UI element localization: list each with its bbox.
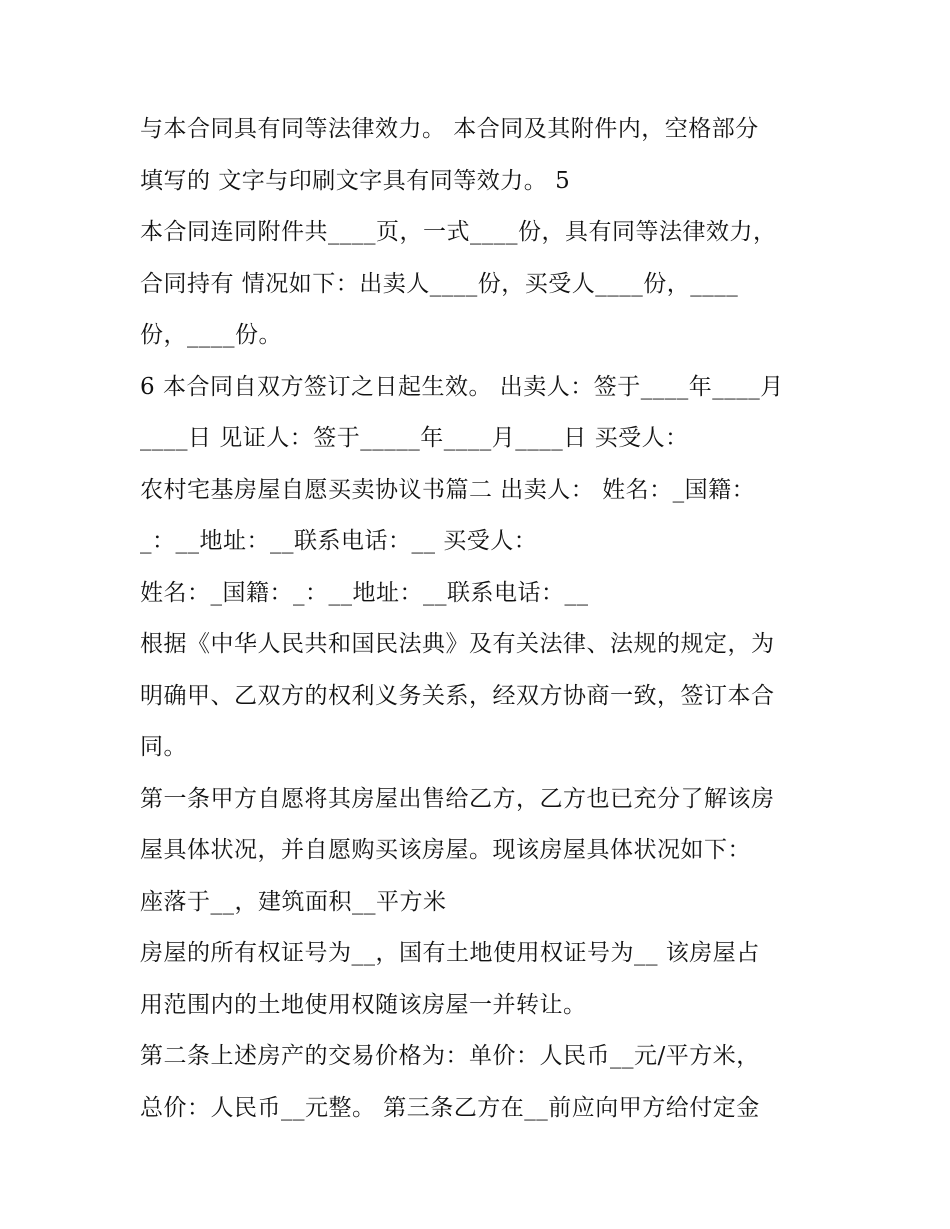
text-line: 总价：人民币__元整。 第三条乙方在__前应向甲方给付定金 (140, 1094, 760, 1121)
text-line: 第一条甲方自愿将其房屋出售给乙方，乙方也已充分了解该房 (140, 785, 775, 812)
text-line: 姓名：_国籍：_：__地址：__联系电话：__ (140, 579, 589, 606)
text-line: 第二条上述房产的交易价格为：单价：人民币__元/平方米， (140, 1043, 760, 1069)
text-line: 用范围内的土地使用权随该房屋一并转让。 (140, 991, 587, 1018)
text-line: 根据《中华人民共和国民法典》及有关法律、法规的规定，为 (140, 631, 775, 657)
text-line: 填写的 文字与印刷文字具有同等效力。 5 (140, 167, 571, 194)
document-body (140, 104, 830, 1134)
text-line: 本合同连同附件共____页，一式____份，具有同等法律效力， (140, 219, 777, 245)
text-line: 座落于__，建筑面积__平方米 (140, 888, 447, 915)
text-line: 合同持有 情况如下：出卖人____份，买受人____份，____ (140, 270, 739, 297)
text-line: 份，____份。 (140, 322, 282, 348)
text-line: 农村宅基房屋自愿买卖协议书篇二 出卖人： 姓名：_国籍： (140, 476, 756, 503)
text-line: 与本合同具有同等法律效力。 本合同及其附件内，空格部分 (140, 116, 759, 142)
text-line: _：__地址：__联系电话：__ 买受人： (140, 528, 538, 554)
text-line: 6 本合同自双方签订之日起生效。 出卖人：签于____年____月 (140, 373, 784, 400)
text-line: 房屋的所有权证号为__，国有土地使用权证号为__ 该房屋占 (140, 940, 760, 966)
text-line: ____日 见证人：签于_____年____月____日 买受人： (140, 425, 689, 451)
text-line: 屋具体状况，并自愿购买该房屋。现该房屋具体状况如下： (140, 837, 751, 863)
text-line: 明确甲、乙双方的权利义务关系，经双方协商一致，签订本合 (140, 682, 775, 709)
text-line: 同。 (140, 734, 187, 760)
